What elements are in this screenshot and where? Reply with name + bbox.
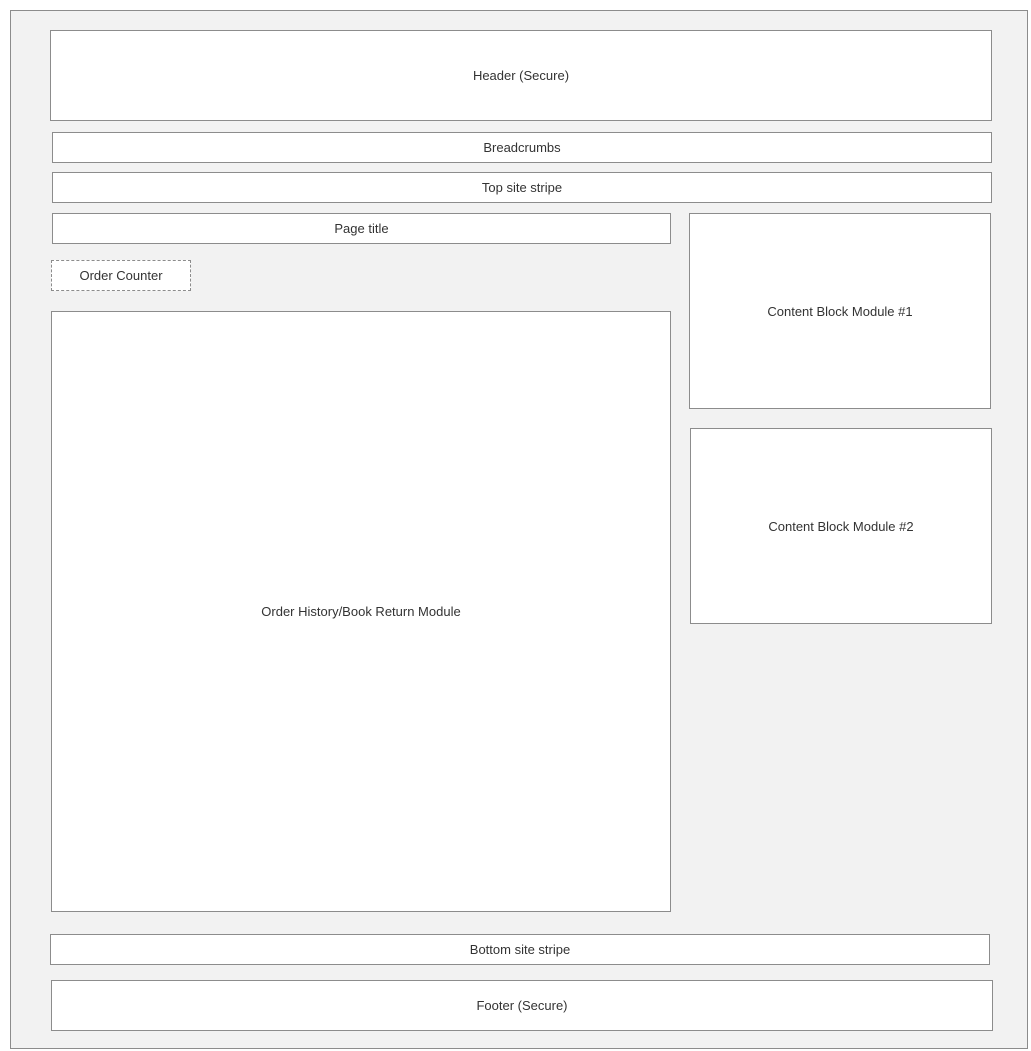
bottom-site-stripe-block: Bottom site stripe <box>50 934 990 965</box>
content-block-module-1: Content Block Module #1 <box>689 213 991 409</box>
content-block-module-2: Content Block Module #2 <box>690 428 992 624</box>
footer-block: Footer (Secure) <box>51 980 993 1031</box>
order-counter-block: Order Counter <box>51 260 191 291</box>
top-site-stripe-block: Top site stripe <box>52 172 992 203</box>
header-block: Header (Secure) <box>50 30 992 121</box>
page-title-block: Page title <box>52 213 671 244</box>
breadcrumbs-block: Breadcrumbs <box>52 132 992 163</box>
order-history-module-block: Order History/Book Return Module <box>51 311 671 912</box>
